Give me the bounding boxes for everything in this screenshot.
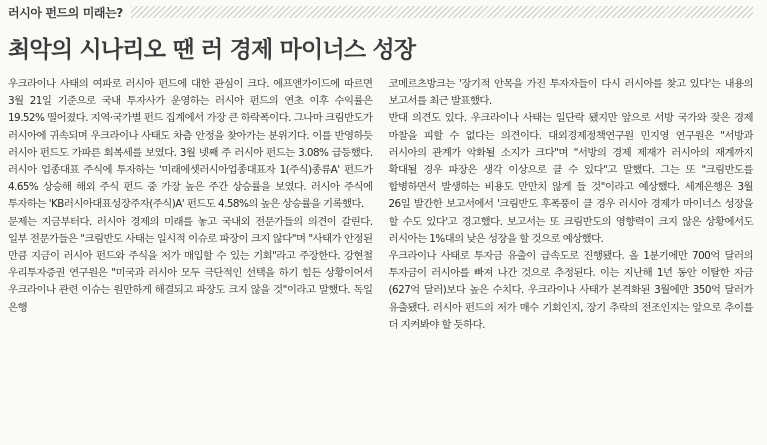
left-column bbox=[8, 76, 373, 334]
body-paragraph: 우크라이나 사태로 투자금 유출이 급속도로 진행됐다. 올 1분기에만 700억 달러의 투자금이 러시아를 빠져 나간 것으로 추정된다. 이는 지난해 1년 동안 이탈한 자금(627억 달러)보다 높은 수치다. 우크라이나 사태가 본격화된 3월에만 350억 달러가 유출됐다. 러시아 펀드의 저가 매수 기회인지, 장기 추락의 전조인지는 앞으로 추이를 더 지켜봐야 할 듯하다. bbox=[388, 250, 753, 331]
section-label: 러시아 펀드의 미래는? bbox=[8, 5, 123, 20]
article-body bbox=[8, 76, 753, 334]
body-paragraph: 코메르츠방크는 '장기적 안목을 가진 투자자들이 다시 러시아를 찾고 있다'는 내용의 보고서를 최근 발표했다. bbox=[388, 78, 753, 108]
body-paragraph: 반대 의견도 있다. 우크라이나 사태는 일단락 됐지만 앞으로 서방 국가와 잦은 경제 마찰을 피할 수 없다는 의견이다. 대외경제정책연구원 민지영 연구원은 "서방과 러시아의 관계가 악화될 소지가 크다"며 "서방의 경제 제재가 러시아의 재계까지 확대될 경우 파장은 생각 이상으로 클 수 있다"고 말했다. 그는 또 "크림반도를 합병하면서 발생하는 비용도 만만치 않게 들 것"이라고 예상했다. 세계은행은 3월 26일 발간한 보고서에서 '크림반도 후폭풍이 클 경우 러시아 경제가 마이너스 성장을 할 수도 있다'고 경고했다. 보고서는 또 크림반도의 영향력이 크지 않은 상황에서도 러시아는 1%대의 낮은 성장을 할 것으로 예상했다. bbox=[388, 112, 753, 245]
article-headline: 최악의 시나리오 땐 러 경제 마이너스 성장 bbox=[8, 36, 416, 63]
body-paragraph: 문제는 지금부터다. 러시아 경제의 미래를 놓고 국내외 전문가들의 의견이 갈린다. 일부 전문가들은 "크림반도 사태는 일시적 이슈로 파장이 크지 않다"며 "사태가 안정된 만큼 지금이 러시아 펀드와 주식을 저가 매입할 수 있는 기회"라고 주장한다. 강현철 우리투자증권 연구원은 "미국과 러시아 모두 극단적인 선택을 하기 힘든 상황이어서 우크라이나 관련 이슈는 원만하게 해결되고 파장도 크지 않을 것"이라고 말했다. 독일 은행 bbox=[8, 215, 373, 314]
section-header bbox=[8, 0, 753, 24]
right-column bbox=[389, 76, 754, 334]
decorative-stripe bbox=[131, 6, 753, 18]
body-paragraph: 우크라이나 사태의 여파로 러시아 펀드에 대한 관심이 크다. 에프앤가이드에 따르면 3월 21일 기준으로 국내 투자사가 운영하는 러시아 펀드의 연초 이후 수익률은 19.52% 떨어졌다. 지역·국가별 펀드 집계에서 가장 큰 하락폭이다. 그나마 크림반도가 러시아에 귀속되며 우크라이나 사태도 차츰 안정을 찾아가는 분위기다. 이를 반영하듯 러시아 펀드도 가파른 회복세를 보였다. 3월 넷째 주 러시아 펀드는 3.08% 급등했다. 러시아 업종대표 주식에 투자하는 '미래에셋러시아업종대표자 1(주식)종류A' 펀드가 4.65% 상승해 해외 주식 펀드 중 가장 높은 주간 상승률을 보였다. 러시아 주식에 투자하는 'KB러시아대표성장주자(주식)A' 펀드도 4.58%의 높은 상승률을 기록했다. bbox=[8, 78, 373, 211]
